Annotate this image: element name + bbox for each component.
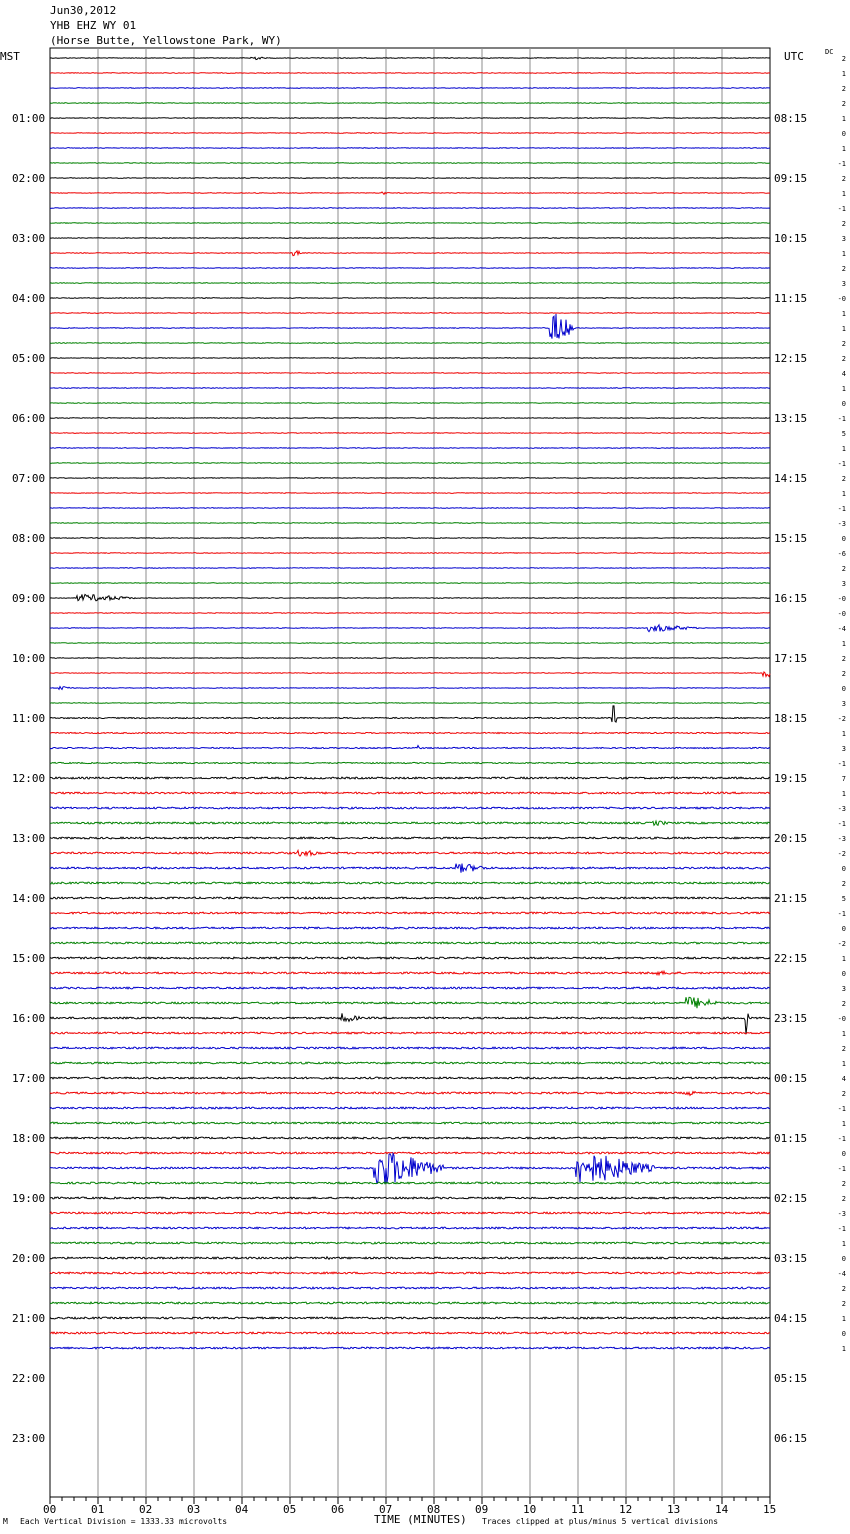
dc-offset-value: -3 (837, 520, 846, 528)
right-hour-label: 01:15 (774, 1132, 808, 1145)
trace-line (50, 625, 770, 632)
right-hour-label: 13:15 (774, 412, 808, 425)
trace-line (50, 643, 770, 644)
dc-offset-value: 0 (841, 400, 846, 408)
dc-offset-value: -2 (837, 940, 846, 948)
x-tick-label: 13 (667, 1503, 681, 1516)
x-tick-label: 04 (235, 1503, 249, 1516)
left-hour-label: 10:00 (12, 652, 46, 665)
right-hour-label: 16:15 (774, 592, 808, 605)
left-hour-label: 11:00 (12, 712, 46, 725)
right-hour-label: 10:15 (774, 232, 808, 245)
dc-offset-value: -3 (837, 835, 846, 843)
trace-line (50, 850, 770, 856)
dc-offset-value: 0 (841, 925, 846, 933)
dc-offset-value: -1 (837, 1105, 846, 1113)
x-axis-title: TIME (MINUTES) (374, 1513, 467, 1526)
trace-line (50, 732, 770, 733)
trace-line (50, 687, 770, 690)
dc-offset-value: -1 (837, 760, 846, 768)
trace-line (50, 448, 770, 449)
dc-offset-value: 1 (841, 640, 846, 648)
trace-line (50, 314, 770, 339)
trace-line (50, 192, 770, 194)
trace-line (50, 942, 770, 944)
dc-offset-value: 5 (841, 895, 846, 903)
dc-offset-value: -1 (837, 910, 846, 918)
right-hour-label: 17:15 (774, 652, 808, 665)
dc-offset-value: 5 (841, 430, 846, 438)
dc-offset-value: -1 (837, 1225, 846, 1233)
dc-offset-value: 2 (841, 355, 846, 363)
right-hour-label: 14:15 (774, 472, 808, 485)
trace-line (50, 706, 770, 722)
trace-line (50, 703, 770, 704)
x-tick-label: 12 (619, 1503, 633, 1516)
right-hour-label: 03:15 (774, 1252, 808, 1265)
trace-line (50, 927, 770, 929)
dc-offset-value: 2 (841, 265, 846, 273)
dc-offset-value: 1 (841, 1240, 846, 1248)
dc-offset-value: 2 (841, 55, 846, 63)
dc-offset-value: -6 (837, 550, 846, 558)
trace-line (50, 103, 770, 104)
trace-line (50, 1182, 770, 1184)
right-hour-label: 19:15 (774, 772, 808, 785)
trace-line (50, 864, 770, 873)
dc-offset-value: 2 (841, 220, 846, 228)
trace-line (50, 971, 770, 975)
header-location: (Horse Butte, Yellowstone Park, WY) (50, 34, 282, 47)
x-tick-label: 07 (379, 1503, 393, 1516)
trace-line (50, 1047, 770, 1049)
trace-line (50, 594, 770, 600)
trace-line (50, 133, 770, 134)
trace-line (50, 388, 770, 389)
dc-offset-value: 1 (841, 325, 846, 333)
trace-line (50, 298, 770, 299)
trace-line (50, 568, 770, 569)
dc-offset-value: 0 (841, 970, 846, 978)
right-timezone-label: UTC (784, 50, 804, 63)
trace-line (50, 1317, 770, 1319)
trace-line (50, 613, 770, 614)
trace-line (50, 163, 770, 164)
trace-line (50, 746, 770, 749)
left-hour-label: 14:00 (12, 892, 46, 905)
trace-line (50, 1092, 770, 1096)
left-hour-label: 20:00 (12, 1252, 46, 1265)
dc-offset-value: -1 (837, 160, 846, 168)
right-hour-label: 18:15 (774, 712, 808, 725)
dc-offset-value: -1 (837, 820, 846, 828)
dc-offset-value: 3 (841, 985, 846, 993)
right-hour-label: 06:15 (774, 1432, 808, 1445)
x-tick-label: 00 (43, 1503, 57, 1516)
dc-offset-value: -3 (837, 1210, 846, 1218)
left-hour-label: 17:00 (12, 1072, 46, 1085)
trace-line (50, 1347, 770, 1349)
dc-offset-value: -0 (837, 595, 846, 603)
left-hour-label: 18:00 (12, 1132, 46, 1145)
scale-note: Each Vertical Division = 1333.33 microvolts (20, 1517, 228, 1526)
x-tick-label: 05 (283, 1503, 297, 1516)
dc-offset-value: 1 (841, 445, 846, 453)
right-hour-label: 23:15 (774, 1012, 808, 1025)
trace-line (50, 1332, 770, 1334)
dc-offset-value: 2 (841, 1045, 846, 1053)
dc-offset-value: 2 (841, 1195, 846, 1203)
trace-line (50, 538, 770, 539)
x-tick-label: 01 (91, 1503, 105, 1516)
dc-offset-value: 2 (841, 655, 846, 663)
trace-line (50, 208, 770, 209)
right-hour-label: 12:15 (774, 352, 808, 365)
left-hour-label: 22:00 (12, 1372, 46, 1385)
trace-line (50, 987, 770, 989)
left-hour-label: 08:00 (12, 532, 46, 545)
dc-offset-value: 2 (841, 1090, 846, 1098)
left-hour-label: 15:00 (12, 952, 46, 965)
dc-offset-value: 2 (841, 1300, 846, 1308)
x-tick-label: 09 (475, 1503, 489, 1516)
dc-offset-value: -1 (837, 1135, 846, 1143)
right-hour-label: 04:15 (774, 1312, 808, 1325)
left-hour-label: 19:00 (12, 1192, 46, 1205)
dc-offset-value: 0 (841, 1255, 846, 1263)
left-hour-label: 04:00 (12, 292, 46, 305)
dc-offset-value: 3 (841, 700, 846, 708)
trace-line (50, 897, 770, 899)
left-hour-label: 06:00 (12, 412, 46, 425)
corner-mark: M (3, 1517, 8, 1526)
left-hour-label: 12:00 (12, 772, 46, 785)
trace-line (50, 57, 770, 59)
dc-offset-value: 2 (841, 85, 846, 93)
right-hour-label: 09:15 (774, 172, 808, 185)
trace-line (50, 1242, 770, 1244)
dc-offset-value: 1 (841, 70, 846, 78)
dc-offset-value: 1 (841, 490, 846, 498)
dc-offset-value: 1 (841, 1345, 846, 1353)
right-hour-label: 11:15 (774, 292, 808, 305)
trace-line (50, 1272, 770, 1274)
dc-offset-label: DC (825, 48, 834, 56)
trace-line (50, 1152, 770, 1154)
dc-offset-value: 2 (841, 670, 846, 678)
dc-offset-value: 3 (841, 235, 846, 243)
dc-offset-value: 0 (841, 1150, 846, 1158)
trace-line (50, 418, 770, 419)
plot-frame (50, 48, 770, 1497)
left-timezone-label: MST (0, 50, 20, 63)
trace-line (50, 268, 770, 269)
trace-line (50, 463, 770, 464)
dc-offset-value: -1 (837, 460, 846, 468)
left-hour-label: 16:00 (12, 1012, 46, 1025)
x-tick-label: 02 (139, 1503, 153, 1516)
dc-offset-value: 1 (841, 250, 846, 258)
dc-offset-value: -0 (837, 295, 846, 303)
dc-offset-value: 2 (841, 475, 846, 483)
dc-offset-value: -2 (837, 850, 846, 858)
trace-line (50, 478, 770, 479)
left-hour-label: 23:00 (12, 1432, 46, 1445)
dc-offset-value: 1 (841, 115, 846, 123)
trace-line (50, 373, 770, 374)
x-tick-label: 03 (187, 1503, 201, 1516)
dc-offset-value: 3 (841, 280, 846, 288)
trace-line (50, 343, 770, 344)
dc-offset-value: -1 (837, 505, 846, 513)
left-hour-label: 09:00 (12, 592, 46, 605)
trace-line (50, 1062, 770, 1064)
right-hour-label: 20:15 (774, 832, 808, 845)
trace-line (50, 1107, 770, 1109)
left-hour-label: 02:00 (12, 172, 46, 185)
trace-line (50, 238, 770, 239)
dc-offset-value: 2 (841, 175, 846, 183)
right-hour-label: 15:15 (774, 532, 808, 545)
trace-line (50, 403, 770, 404)
dc-offset-value: -0 (837, 1015, 846, 1023)
right-hour-label: 21:15 (774, 892, 808, 905)
trace-line (50, 1302, 770, 1304)
dc-offset-value: -0 (837, 610, 846, 618)
dc-offset-value: 1 (841, 190, 846, 198)
trace-line (50, 1032, 770, 1034)
dc-offset-value: 1 (841, 310, 846, 318)
trace-line (50, 912, 770, 914)
trace-line (50, 1013, 770, 1034)
dc-offset-value: 2 (841, 1285, 846, 1293)
dc-offset-value: 1 (841, 145, 846, 153)
dc-offset-value: 1 (841, 1060, 846, 1068)
trace-line (50, 1154, 770, 1184)
x-tick-label: 14 (715, 1503, 729, 1516)
left-hour-label: 07:00 (12, 472, 46, 485)
trace-line (50, 88, 770, 89)
x-tick-label: 11 (571, 1503, 585, 1516)
trace-line (50, 553, 770, 554)
dc-offset-value: 2 (841, 1000, 846, 1008)
left-hour-label: 21:00 (12, 1312, 46, 1325)
trace-line (50, 313, 770, 314)
trace-line (50, 672, 770, 677)
left-hour-label: 05:00 (12, 352, 46, 365)
dc-offset-value: 0 (841, 685, 846, 693)
trace-line (50, 762, 770, 763)
dc-offset-value: 0 (841, 130, 846, 138)
right-hour-label: 02:15 (774, 1192, 808, 1205)
trace-line (50, 223, 770, 224)
trace-line (50, 1122, 770, 1124)
dc-offset-value: -4 (837, 625, 846, 633)
dc-offset-value: 0 (841, 1330, 846, 1338)
dc-offset-value: 1 (841, 790, 846, 798)
trace-line (50, 358, 770, 359)
trace-line (50, 1212, 770, 1214)
header-station: YHB EHZ WY 01 (50, 19, 137, 32)
dc-offset-value: 1 (841, 955, 846, 963)
trace-line (50, 73, 770, 74)
trace-line (50, 251, 770, 256)
trace-line (50, 523, 770, 524)
trace-line (50, 807, 770, 809)
trace-line (50, 1257, 770, 1260)
trace-line (50, 882, 770, 884)
trace-line (50, 583, 770, 584)
trace-line (50, 837, 770, 839)
dc-offset-value: 3 (841, 580, 846, 588)
dc-offset-value: 2 (841, 565, 846, 573)
trace-line (50, 821, 770, 825)
left-hour-label: 13:00 (12, 832, 46, 845)
trace-line (50, 433, 770, 434)
right-hour-label: 08:15 (774, 112, 808, 125)
x-tick-label: 10 (523, 1503, 537, 1516)
dc-offset-value: 2 (841, 340, 846, 348)
trace-line (50, 178, 770, 179)
dc-offset-value: 0 (841, 535, 846, 543)
trace-line (50, 1287, 770, 1289)
trace-line (50, 493, 770, 494)
dc-offset-value: -4 (837, 1270, 846, 1278)
x-tick-label: 08 (427, 1503, 441, 1516)
trace-line (50, 1077, 770, 1079)
trace-line (50, 997, 770, 1008)
left-hour-label: 03:00 (12, 232, 46, 245)
dc-offset-value: 1 (841, 385, 846, 393)
trace-line (50, 957, 770, 959)
dc-offset-value: 0 (841, 865, 846, 873)
trace-line (50, 1227, 770, 1229)
header-date: Jun30,2012 (50, 4, 117, 17)
dc-offset-value: 1 (841, 1120, 846, 1128)
dc-offset-value: 2 (841, 880, 846, 888)
dc-offset-value: -1 (837, 205, 846, 213)
x-tick-label: 06 (331, 1503, 345, 1516)
dc-offset-value: 1 (841, 1030, 846, 1038)
right-hour-label: 05:15 (774, 1372, 808, 1385)
dc-offset-value: -1 (837, 415, 846, 423)
dc-offset-value: 4 (841, 1075, 846, 1083)
trace-line (50, 1197, 770, 1199)
trace-line (50, 777, 770, 779)
left-hour-label: 01:00 (12, 112, 46, 125)
trace-line (50, 148, 770, 149)
dc-offset-value: 2 (841, 1180, 846, 1188)
trace-line (50, 283, 770, 284)
dc-offset-value: 7 (841, 775, 846, 783)
trace-line (50, 658, 770, 659)
x-tick-label: 15 (763, 1503, 777, 1516)
right-hour-label: 22:15 (774, 952, 808, 965)
dc-offset-value: -1 (837, 1165, 846, 1173)
trace-line (50, 508, 770, 509)
dc-offset-value: 1 (841, 1315, 846, 1323)
dc-offset-value: -3 (837, 805, 846, 813)
trace-line (50, 1137, 770, 1139)
dc-offset-value: 2 (841, 100, 846, 108)
right-hour-label: 00:15 (774, 1072, 808, 1085)
clip-note: Traces clipped at plus/minus 5 vertical divisions (482, 1517, 719, 1526)
dc-offset-value: 3 (841, 745, 846, 753)
trace-line (50, 118, 770, 119)
dc-offset-value: 1 (841, 730, 846, 738)
dc-offset-value: -2 (837, 715, 846, 723)
dc-offset-value: 4 (841, 370, 846, 378)
trace-line (50, 792, 770, 794)
